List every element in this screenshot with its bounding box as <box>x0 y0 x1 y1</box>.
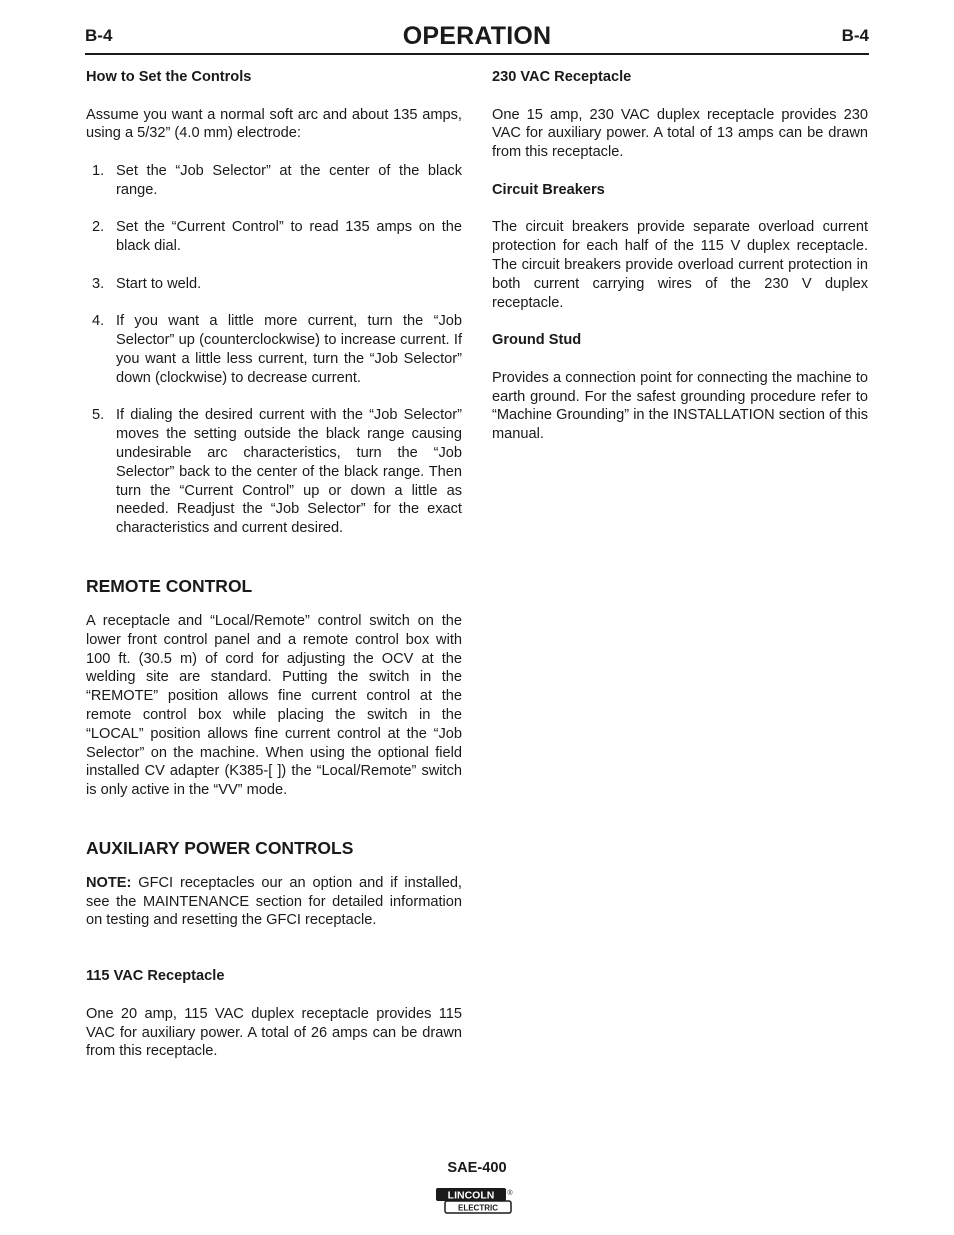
header-rule <box>85 53 869 55</box>
circuit-breakers-text: The circuit breakers provide separate overload current protection for each half of the 115 V duplex receptacle. The circuit breakers provide overload current protection in both current carrying wires of the 230 V duplex receptacle. <box>492 219 868 311</box>
ground-stud-heading: Ground Stud <box>492 332 582 349</box>
list-item <box>86 218 462 256</box>
vac230-heading: 230 VAC Receptacle <box>492 69 632 85</box>
logo-top-text: LINCOLN <box>447 1189 495 1202</box>
list-item <box>86 275 462 294</box>
gfci-note <box>86 874 462 930</box>
remote-control-text: A receptacle and “Local/Remote” control switch on the lower front control panel and a remote control box with 100 ft. (30.5 m) of cord for adjusting the OCV at the welding site are standard. Putting the switch in the “REMOTE” position allows fine current control at the remote control box while placing the switch in the “LOCAL” position allows fine current control at the “Job Selector” on the machine. When using the optional field installed CV adapter (K385-[ ]) the “Local/Remote” switch is only active in the “VV” mode. <box>86 612 462 799</box>
page-number-right: B-4 <box>841 26 869 45</box>
step-number: 5. <box>92 407 105 424</box>
step-number: 1. <box>92 162 105 179</box>
steps-list <box>86 162 462 538</box>
page-number-left: B-4 <box>85 26 113 45</box>
step-text: Set the “Job Selector” at the center of the black range. <box>116 162 462 198</box>
remote-control-heading: REMOTE CONTROL <box>86 575 253 596</box>
list-item <box>86 312 462 387</box>
note-text: GFCI receptacles our an option and if installed, see the MAINTENANCE section for detailed information on testing and resetting the GFCI receptacle. <box>86 874 462 929</box>
step-number: 2. <box>92 219 105 236</box>
how-to-intro: Assume you want a normal soft arc and about 135 amps, using a 5/32” (4.0 mm) electrode: <box>86 106 462 142</box>
step-text: If dialing the desired current with the “Job Selector” moves the setting outside the black range causing undesirable arc characteristics, turn the “Job Selector” back to the center of the black range. Then turn the “Current Control” up or down a little as needed. Readjust the “Job Selector” for the exact characteristics and current desired. <box>116 407 462 537</box>
step-text: Set the “Current Control” to read 135 amps on the black dial. <box>116 219 462 255</box>
lincoln-electric-logo <box>435 1187 515 1217</box>
auxiliary-power-heading: AUXILIARY POWER CONTROLS <box>86 837 354 858</box>
step-number: 4. <box>92 313 105 330</box>
list-item <box>86 406 462 538</box>
step-text: Start to weld. <box>116 275 202 292</box>
note-label: NOTE: <box>86 874 132 891</box>
vac115-heading: 115 VAC Receptacle <box>86 968 225 985</box>
model-number: SAE-400 <box>447 1160 507 1176</box>
how-to-heading: How to Set the Controls <box>86 69 252 85</box>
vac115-text: One 20 amp, 115 VAC duplex receptacle provides 115 VAC for auxiliary power. A total of 26 amps can be drawn from this receptacle. <box>86 1005 462 1060</box>
logo-bottom-text: ELECTRIC <box>458 1203 498 1213</box>
list-item <box>86 162 462 200</box>
circuit-breakers-heading: Circuit Breakers <box>492 181 605 198</box>
step-number: 3. <box>92 275 105 292</box>
vac230-text: One 15 amp, 230 VAC duplex receptacle provides 230 VAC for auxiliary power. A total of 13 amps can be drawn from this receptacle. <box>492 106 868 161</box>
left-column <box>86 68 462 1080</box>
registered-mark: ® <box>507 1190 513 1197</box>
right-column <box>492 68 868 463</box>
step-text: If you want a little more current, turn the “Job Selector” up (counterclockwise) to increase current. If you want a little less current, turn the “Job Selector” down (clockwise) to decrease current. <box>116 313 462 386</box>
ground-stud-text: Provides a connection point for connecting the machine to earth ground. For the safest grounding procedure refer to “Machine Grounding” in the INSTALLATION section of this manual. <box>492 369 868 443</box>
page-title: OPERATION <box>402 22 552 50</box>
